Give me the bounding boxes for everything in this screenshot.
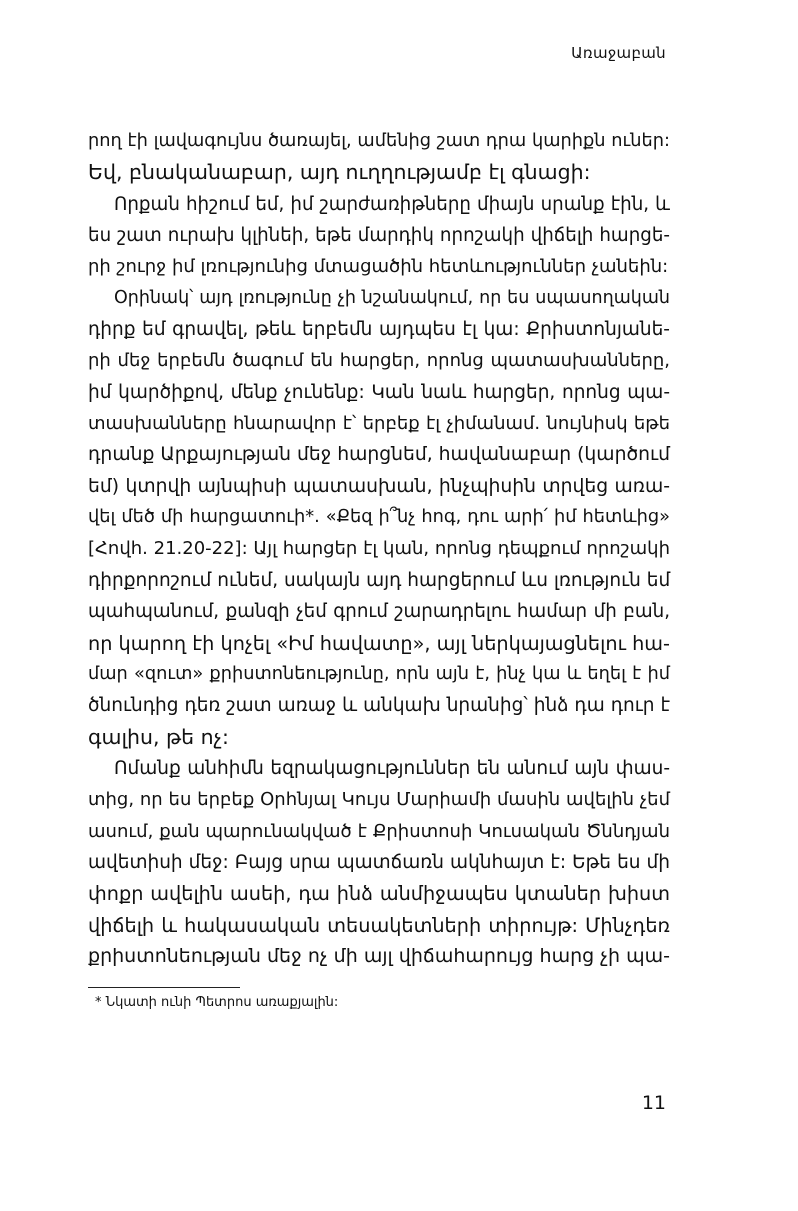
text-line: ես շատ ուրախ կլինեի, եթե մարդիկ որոշակի վիճելի հարցե- (88, 225, 670, 247)
footnote-divider (88, 987, 240, 988)
text-line: [Հովհ. 21.20-22]: Այլ հարցեր էլ կան, որոնց դեպքում որոշակի (88, 538, 670, 560)
page-number: 11 (641, 1092, 666, 1114)
text-line: տից, որ ես երբեք Օրհնյալ Կույս Մարիամի մասին ավելին չեմ (88, 789, 670, 811)
text-line: քրիստոնեության մեջ ոչ մի այլ վիճահարույց հարց չի պա- (88, 944, 670, 967)
text-line: դիրք եմ գրավել, թեև երբեմն այդպես էլ կա: Քրիստոնյանե- (88, 319, 670, 341)
text-line: Եվ, բնականաբար, այդ ուղղությամբ էլ գնացի: (88, 160, 591, 185)
text-line: վիճելի և հակասական տեսակետների տիրույթ: Մինչդեռ (88, 913, 670, 937)
text-line: եմ) կտրվի այնպիսի պատասխան, ինչպիսին տրվեց առա- (88, 475, 670, 497)
text-line: մար «զուտ» քրիստոնեությունը, որն այն է, ինչ կա և եղել է իմ (88, 663, 670, 684)
text-line: Օրինակ՝ այդ լռությունը չի նշանակում, որ ես սպասողական (114, 287, 670, 308)
text-line: տասխանները հնարավոր է՝ երբեք էլ չիմանամ. նույնիսկ եթե (88, 413, 670, 435)
text-line: դիրքորոշում ունեմ, սակայն այդ հարցերում ևս լռություն եմ (88, 569, 671, 591)
text-line: փոքր ավելին ասեի, դա ինձ անմիջապես կտաներ խիստ (88, 882, 670, 906)
body-text (88, 126, 670, 972)
text-line: որ կարող էի կոչել «Իմ հավատը», այլ ներկայացնելու հա- (88, 631, 670, 655)
text-line: դրանք Արքայության մեջ հարցնեմ, հավանաբար (կարծում (88, 444, 671, 466)
text-line: րող էի լավագույնս ծառայել, ամենից շատ դրա կարիքն ուներ: (88, 131, 670, 151)
text-line: իմ կարծիքով, մենք չունենք: Կան նաև հարցեր, որոնց պա- (88, 381, 670, 403)
footnote: * Նկատի ունի Պետրոս առաքյալին: (95, 995, 339, 1010)
text-line: Ոմանք անհիմն եզրակացություններ են անում այն փաս- (114, 757, 670, 779)
text-line: ավետիսի մեջ: Բայց սրա պատճառն ակնհայտ է: Եթե ես մի (88, 851, 670, 873)
text-line: վել մեծ մի հարցատուի*. «Քեզ ի՞նչ հոգ, դու արի՛ իմ հետևից» (88, 507, 670, 528)
text-line: գալիս, թե ոչ: (88, 724, 229, 749)
text-line: պահպանում, քանզի չեմ գրում շարադրելու համար մի բան, (88, 601, 670, 623)
text-line: ծնունդից դեռ շատ առաջ և անկախ նրանից՝ ինձ դա դուր է (88, 695, 670, 717)
text-line: ասում, քան պարունակված է Քրիստոսի Կուսական Ծննդյան (88, 820, 670, 842)
text-line: րի մեջ երբեմն ծագում են հարցեր, որոնց պատասխանները, (88, 350, 670, 372)
text-line: Որքան հիշում եմ, իմ շարժառիթները միայն սրանք էին, և (114, 193, 670, 215)
running-head: Առաջաբան (571, 44, 666, 62)
text-line: րի շուրջ իմ լռությունից մտացածին հետևություններ չանեին: (88, 256, 669, 278)
